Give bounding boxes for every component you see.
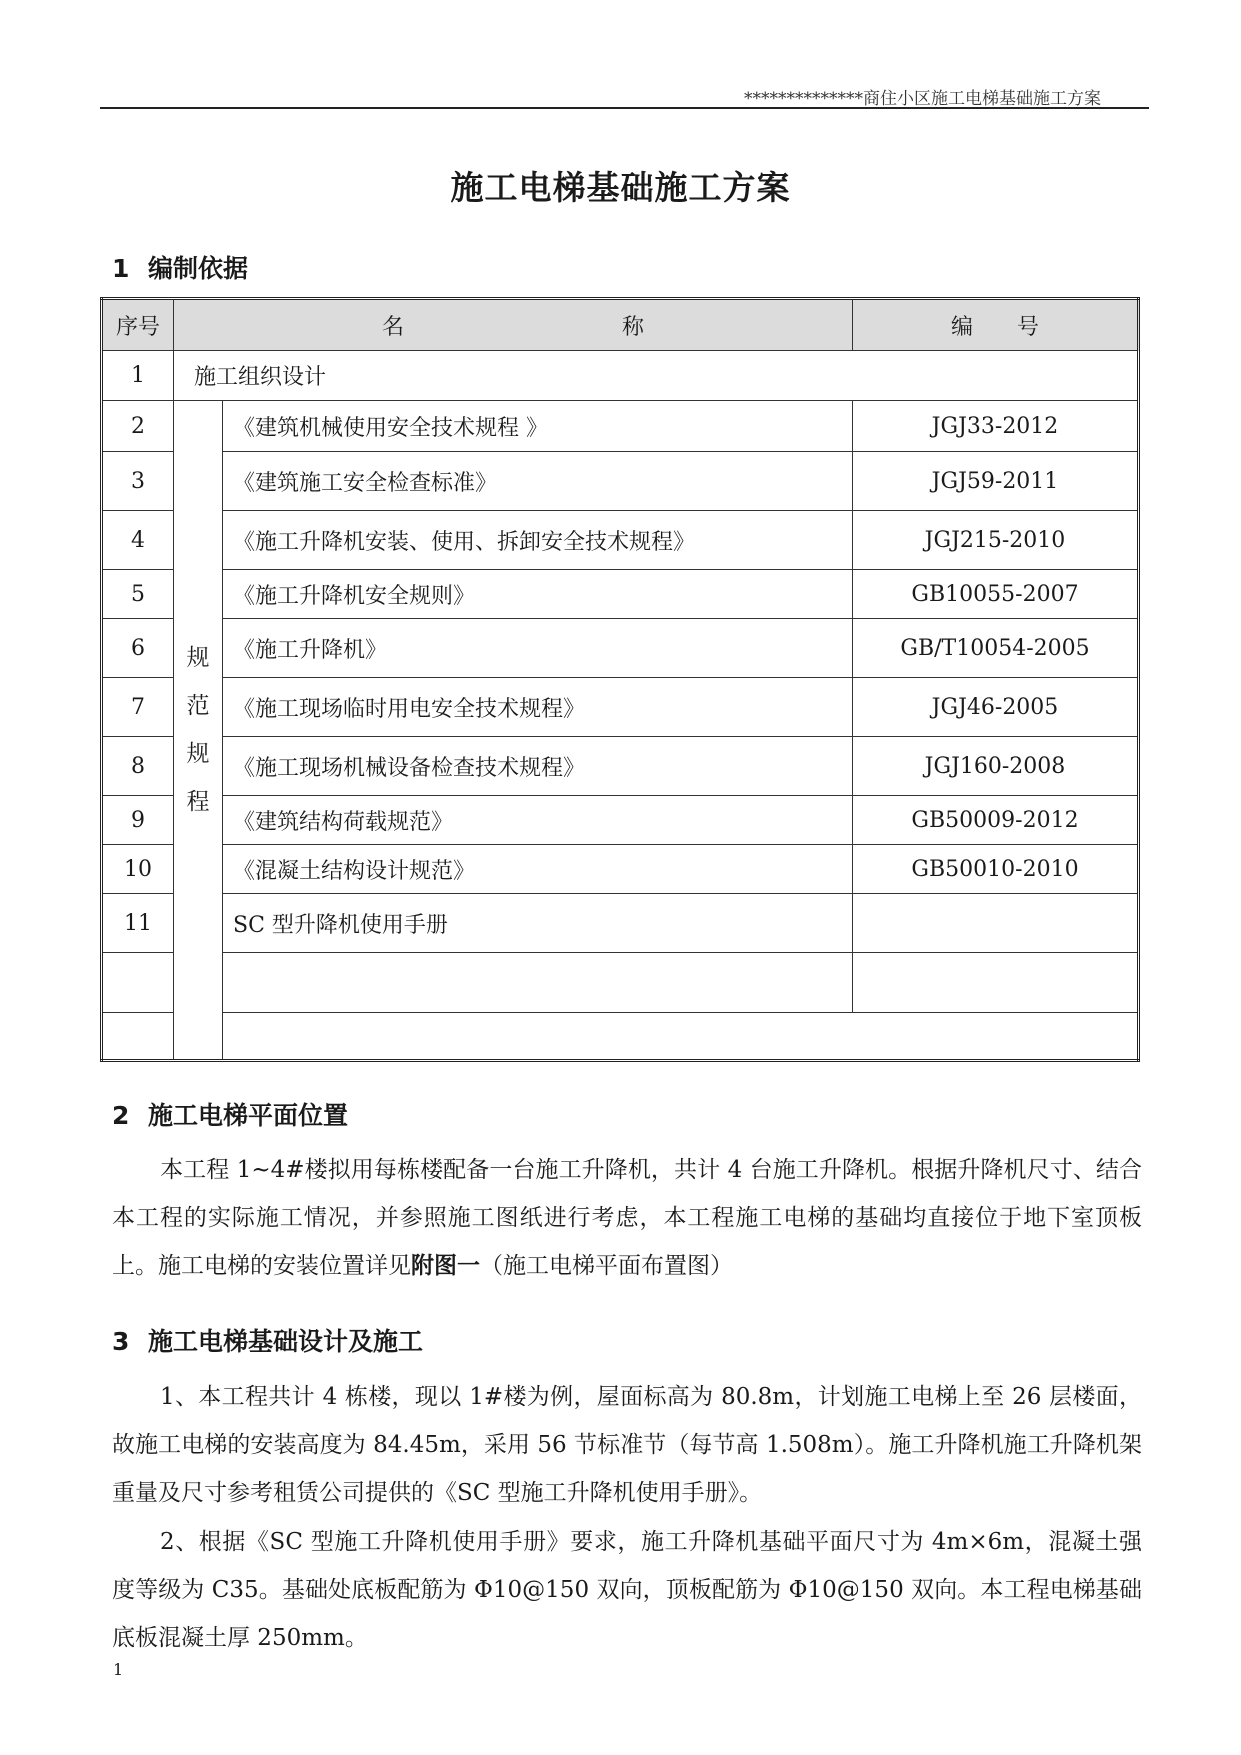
- row-name: 《施工升降机安全规则》: [223, 570, 853, 619]
- category-label: [185, 634, 211, 826]
- row-code: GB/T10054-2005: [853, 619, 1139, 678]
- running-header: **************商住小区施工电梯基础施工方案: [744, 89, 1101, 109]
- category-char: 规: [186, 741, 210, 767]
- row-name: 《施工升降机》: [223, 619, 853, 678]
- row-code: GB50010-2010: [853, 845, 1139, 894]
- section-number: 1: [112, 254, 130, 283]
- header-name-b: 称: [621, 314, 644, 340]
- section-title: 施工电梯基础设计及施工: [148, 1327, 424, 1356]
- row-name: SC 型升降机使用手册: [223, 894, 853, 953]
- header-code: 编 号: [853, 299, 1139, 351]
- section-1-heading: [112, 249, 248, 285]
- table-row: [102, 401, 1139, 452]
- table-row-empty: [102, 1013, 1139, 1061]
- section-3-heading: [112, 1322, 423, 1358]
- row-code: GB50009-2012: [853, 796, 1139, 845]
- basis-table: [100, 297, 1140, 1062]
- row-no-empty: [102, 953, 174, 1013]
- row-code: [853, 894, 1139, 953]
- category-char: 程: [186, 789, 210, 815]
- category-char: 范: [186, 693, 210, 719]
- page-number: 1: [113, 1660, 124, 1679]
- table-row: [102, 511, 1139, 570]
- row-no: 8: [102, 737, 174, 796]
- category-char: 规: [186, 645, 210, 671]
- row-name: 《施工现场临时用电安全技术规程》: [223, 678, 853, 737]
- row-code: JGJ59-2011: [853, 452, 1139, 511]
- table-row-empty: [102, 953, 1139, 1013]
- document-title: 施工电梯基础施工方案: [450, 168, 791, 207]
- paragraph-text: 本工程 1~4#楼拟用每栋楼配备一台施工升降机，共计 4 台施工升降机。根据升降机尺寸、结合本工程的实际施工情况，并参照施工图纸进行考虑，本工程施工电梯的基础均直接位于地下室顶板上。施工电梯的安装位置详见: [112, 1157, 1142, 1279]
- table-row: [102, 796, 1139, 845]
- row-name: 《施工现场机械设备检查技术规程》: [223, 737, 853, 796]
- table-row: [102, 737, 1139, 796]
- category-cell: [174, 401, 223, 1061]
- header-name: [174, 299, 853, 351]
- section-title: 编制依据: [148, 254, 249, 283]
- row-code: JGJ215-2010: [853, 511, 1139, 570]
- row-no: 2: [102, 401, 174, 452]
- row-no-empty: [102, 1013, 174, 1061]
- row-no: 7: [102, 678, 174, 737]
- row-no: 10: [102, 845, 174, 894]
- row-name: 《施工升降机安装、使用、拆卸安全技术规程》: [223, 511, 853, 570]
- section-number: 3: [112, 1327, 130, 1356]
- table-row: [102, 894, 1139, 953]
- table-header-row: [102, 299, 1139, 351]
- row-code: JGJ160-2008: [853, 737, 1139, 796]
- section-3-paragraph-1: [112, 1373, 1142, 1517]
- paragraph-text: 2、根据《SC 型施工升降机使用手册》要求，施工升降机基础平面尺寸为 4m×6m，混凝土强度等级为 C35。基础处底板配筋为 Φ10@150 双向，顶板配筋为 Φ10@150 双向。本工程电梯基础底板混凝土厚 250mm。: [112, 1529, 1142, 1651]
- paragraph-text: （施工电梯平面布置图）: [480, 1253, 733, 1279]
- row-no: 1: [102, 351, 174, 401]
- row-code: JGJ46-2005: [853, 678, 1139, 737]
- row-no: 4: [102, 511, 174, 570]
- section-title: 施工电梯平面位置: [148, 1101, 349, 1130]
- table-row: [102, 845, 1139, 894]
- section-2-heading: [112, 1096, 348, 1132]
- row-no: 3: [102, 452, 174, 511]
- row-code: GB10055-2007: [853, 570, 1139, 619]
- table-row: [102, 351, 1139, 401]
- row-no: 9: [102, 796, 174, 845]
- header-name-a: 名: [381, 314, 404, 340]
- row-name: 《建筑结构荷载规范》: [223, 796, 853, 845]
- table-row: [102, 678, 1139, 737]
- row-code: JGJ33-2012: [853, 401, 1139, 452]
- row-code-empty: [853, 953, 1139, 1013]
- row-name-empty: [223, 1013, 1139, 1061]
- table-row: [102, 619, 1139, 678]
- table-row: [102, 452, 1139, 511]
- row-name: 《混凝土结构设计规范》: [223, 845, 853, 894]
- row-no: 5: [102, 570, 174, 619]
- row-name: 《建筑机械使用安全技术规程 》: [223, 401, 853, 452]
- row-no: 11: [102, 894, 174, 953]
- section-3-paragraph-2: [112, 1518, 1142, 1662]
- row-name-empty: [223, 953, 853, 1013]
- row-name: 施工组织设计: [174, 351, 1139, 401]
- figure-reference: 附图一: [411, 1253, 480, 1279]
- paragraph-text: 1、本工程共计 4 栋楼，现以 1#楼为例，屋面标高为 80.8m，计划施工电梯上至 26 层楼面，故施工电梯的安装高度为 84.45m，采用 56 节标准节（每节高 1.508m）。施工升降机施工升降机架重量及尺寸参考租赁公司提供的《SC 型施工升降机使用手册》。: [112, 1384, 1142, 1506]
- header-no: 序号: [102, 299, 174, 351]
- section-number: 2: [112, 1101, 130, 1130]
- row-no: 6: [102, 619, 174, 678]
- section-2-paragraph: [112, 1146, 1142, 1290]
- table-row: [102, 570, 1139, 619]
- header-rule: [100, 107, 1149, 109]
- row-name: 《建筑施工安全检查标准》: [223, 452, 853, 511]
